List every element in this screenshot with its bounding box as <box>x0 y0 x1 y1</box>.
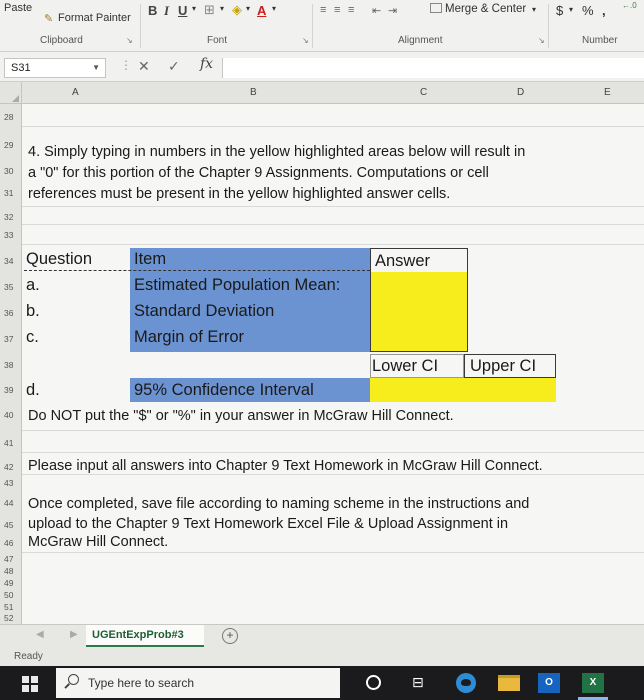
row-number[interactable]: 40 <box>4 410 14 420</box>
format-painter-button[interactable]: Format Painter <box>58 12 131 24</box>
merge-dropdown-icon[interactable]: ▾ <box>532 5 537 14</box>
align-left-icon[interactable]: ≡ <box>320 4 328 16</box>
row-number[interactable]: 32 <box>4 212 14 222</box>
question-d-label: d. <box>26 381 40 399</box>
ci-answer-cells-fill[interactable] <box>370 378 556 402</box>
comma-button[interactable]: , <box>602 3 606 18</box>
decrease-indent-icon[interactable]: ⇤ <box>372 5 383 17</box>
column-header-c[interactable]: C <box>420 87 428 98</box>
merge-center-label: Merge & Center <box>445 3 527 15</box>
group-label-number: Number <box>582 35 618 46</box>
cancel-entry-icon[interactable]: ✕ <box>138 58 150 74</box>
row-number[interactable]: 44 <box>4 498 14 508</box>
taskbar-search[interactable] <box>56 668 340 698</box>
row-number[interactable]: 47 <box>4 554 14 564</box>
column-header-e[interactable]: E <box>604 87 611 98</box>
ribbon-divider <box>548 4 549 48</box>
row-gridline <box>22 126 644 127</box>
name-box-dropdown-icon[interactable]: ▼ <box>92 63 100 72</box>
row-number[interactable]: 39 <box>4 385 14 395</box>
windows-start-icon[interactable] <box>22 676 38 692</box>
cortana-icon[interactable] <box>366 675 381 690</box>
note-input-answers: Please input all answers into Chapter 9 Text Homework in McGraw Hill Connect. <box>28 458 543 474</box>
row-number[interactable]: 49 <box>4 578 14 588</box>
align-right-icon[interactable]: ≡ <box>348 4 356 16</box>
sheet-tab-bar <box>0 624 644 648</box>
row-number[interactable]: 42 <box>4 462 14 472</box>
row-number[interactable]: 48 <box>4 566 14 576</box>
row-gridline <box>22 552 644 553</box>
font-launcher-icon[interactable]: ↘ <box>302 36 309 45</box>
file-explorer-icon[interactable] <box>498 675 520 691</box>
row-number[interactable]: 29 <box>4 140 14 150</box>
excel-icon[interactable]: X <box>582 673 604 693</box>
row-number[interactable]: 52 <box>4 613 14 623</box>
ribbon <box>0 0 644 52</box>
prev-sheet-icon[interactable]: ◀ <box>36 629 44 640</box>
question-a-label: a. <box>26 276 40 294</box>
insert-function-button[interactable]: fx <box>200 56 214 72</box>
instruction-line-3: references must be present in the yellow highlighted answer cells. <box>28 186 451 202</box>
name-box-value: S31 <box>11 62 31 74</box>
italic-button[interactable]: I <box>164 3 170 18</box>
note-save-line-2: upload to the Chapter 9 Text Homework Excel File & Upload Assignment in <box>28 516 509 532</box>
answer-header: Answer <box>375 252 431 270</box>
select-all-corner[interactable] <box>0 82 22 104</box>
paste-button[interactable]: Paste <box>4 2 33 14</box>
percent-button[interactable]: % <box>582 3 594 18</box>
question-b-label: b. <box>26 302 40 320</box>
column-headers <box>0 82 644 104</box>
clipboard-launcher-icon[interactable]: ↘ <box>126 36 133 45</box>
instruction-line-2: a "0" for this portion of the Chapter 9 Assignments. Computations or cell <box>28 165 489 181</box>
row-number[interactable]: 38 <box>4 360 14 370</box>
row-number[interactable]: 30 <box>4 166 14 176</box>
item-b-label: Standard Deviation <box>134 302 275 320</box>
row-number[interactable]: 37 <box>4 334 14 344</box>
row-number[interactable]: 46 <box>4 538 14 548</box>
row-number[interactable]: 28 <box>4 112 14 122</box>
status-text: Ready <box>14 651 43 662</box>
add-sheet-button[interactable]: + <box>222 628 238 644</box>
column-header-a[interactable]: A <box>72 87 79 98</box>
row-headers <box>0 104 22 624</box>
row-number[interactable]: 36 <box>4 308 14 318</box>
row-number[interactable]: 43 <box>4 478 14 488</box>
formula-bar-grip-icon[interactable]: ⋮ <box>120 58 132 72</box>
merge-icon <box>430 3 442 13</box>
row-gridline <box>22 244 644 245</box>
search-icon <box>68 674 79 685</box>
currency-button[interactable]: $ <box>556 3 564 18</box>
row-number[interactable]: 33 <box>4 230 14 240</box>
font-color-button[interactable]: A <box>257 3 267 18</box>
increase-indent-icon[interactable]: ⇥ <box>388 5 399 17</box>
row-number[interactable]: 45 <box>4 520 14 530</box>
note-save-line-1: Once completed, save file according to naming scheme in the instructions and <box>28 496 530 512</box>
alignment-launcher-icon[interactable]: ↘ <box>538 36 545 45</box>
group-label-alignment: Alignment <box>398 35 443 46</box>
edge-browser-icon[interactable] <box>456 673 476 693</box>
item-d-label: 95% Confidence Interval <box>134 381 314 399</box>
currency-dropdown-icon[interactable]: ▾ <box>569 5 574 14</box>
underline-button[interactable]: U <box>178 3 188 18</box>
ribbon-divider <box>312 4 313 48</box>
name-box[interactable] <box>4 58 106 78</box>
row-number[interactable]: 50 <box>4 590 14 600</box>
header-underline <box>24 270 370 271</box>
note-save-line-3: McGraw Hill Connect. <box>28 534 169 550</box>
underline-dropdown-icon[interactable]: ▾ <box>192 4 197 13</box>
group-label-clipboard: Clipboard <box>40 35 83 46</box>
lower-ci-label: Lower CI <box>372 357 439 375</box>
bold-button[interactable]: B <box>148 3 158 18</box>
next-sheet-icon[interactable]: ▶ <box>70 629 78 640</box>
row-number[interactable]: 31 <box>4 188 14 198</box>
search-placeholder: Type here to search <box>88 676 195 690</box>
row-gridline <box>22 224 644 225</box>
sheet-tab-active[interactable]: UGEntExpProb#3 <box>86 625 204 647</box>
formula-input[interactable] <box>222 58 644 78</box>
row-gridline <box>22 206 644 207</box>
item-c-label: Margin of Error <box>134 328 245 346</box>
row-number[interactable]: 41 <box>4 438 14 448</box>
align-center-icon[interactable]: ≡ <box>334 4 342 16</box>
column-header-d[interactable]: D <box>517 87 525 98</box>
row-number[interactable]: 51 <box>4 602 14 612</box>
format-painter-icon: ✎ <box>44 13 54 25</box>
instruction-line-1: 4. Simply typing in numbers in the yellow highlighted areas below will result in <box>28 144 526 160</box>
question-c-label: c. <box>26 328 39 346</box>
note-no-symbols: Do NOT put the "$" or "%" in your answer in McGraw Hill Connect. <box>28 408 454 424</box>
status-bar <box>0 648 644 666</box>
worksheet-grid[interactable] <box>0 104 644 624</box>
task-view-icon[interactable]: ⊟ <box>412 674 424 690</box>
row-gridline <box>22 430 644 431</box>
borders-dropdown-icon[interactable]: ▾ <box>220 4 225 13</box>
group-label-font: Font <box>207 35 228 46</box>
outlook-icon[interactable]: O <box>538 673 560 693</box>
fill-dropdown-icon[interactable]: ▾ <box>246 4 251 13</box>
row-number[interactable]: 34 <box>4 256 14 266</box>
upper-ci-label: Upper CI <box>470 357 537 375</box>
question-header: Question <box>26 250 93 268</box>
item-a-label: Estimated Population Mean: <box>134 276 341 294</box>
font-color-dropdown-icon[interactable]: ▾ <box>272 4 277 13</box>
item-header: Item <box>134 250 167 268</box>
confirm-entry-icon[interactable]: ✓ <box>168 58 180 74</box>
fill-color-icon[interactable]: ◈ <box>232 2 242 17</box>
row-number[interactable]: 35 <box>4 282 14 292</box>
formula-bar <box>0 52 644 82</box>
taskbar <box>0 666 644 700</box>
row-gridline <box>22 452 644 453</box>
column-header-b[interactable]: B <box>250 87 257 98</box>
increase-decimal-icon[interactable]: ←.0 <box>622 1 637 10</box>
borders-icon[interactable]: ⊞ <box>204 2 215 17</box>
row-gridline <box>22 474 644 475</box>
merge-center-button[interactable] <box>430 3 526 15</box>
ribbon-divider <box>140 4 141 48</box>
